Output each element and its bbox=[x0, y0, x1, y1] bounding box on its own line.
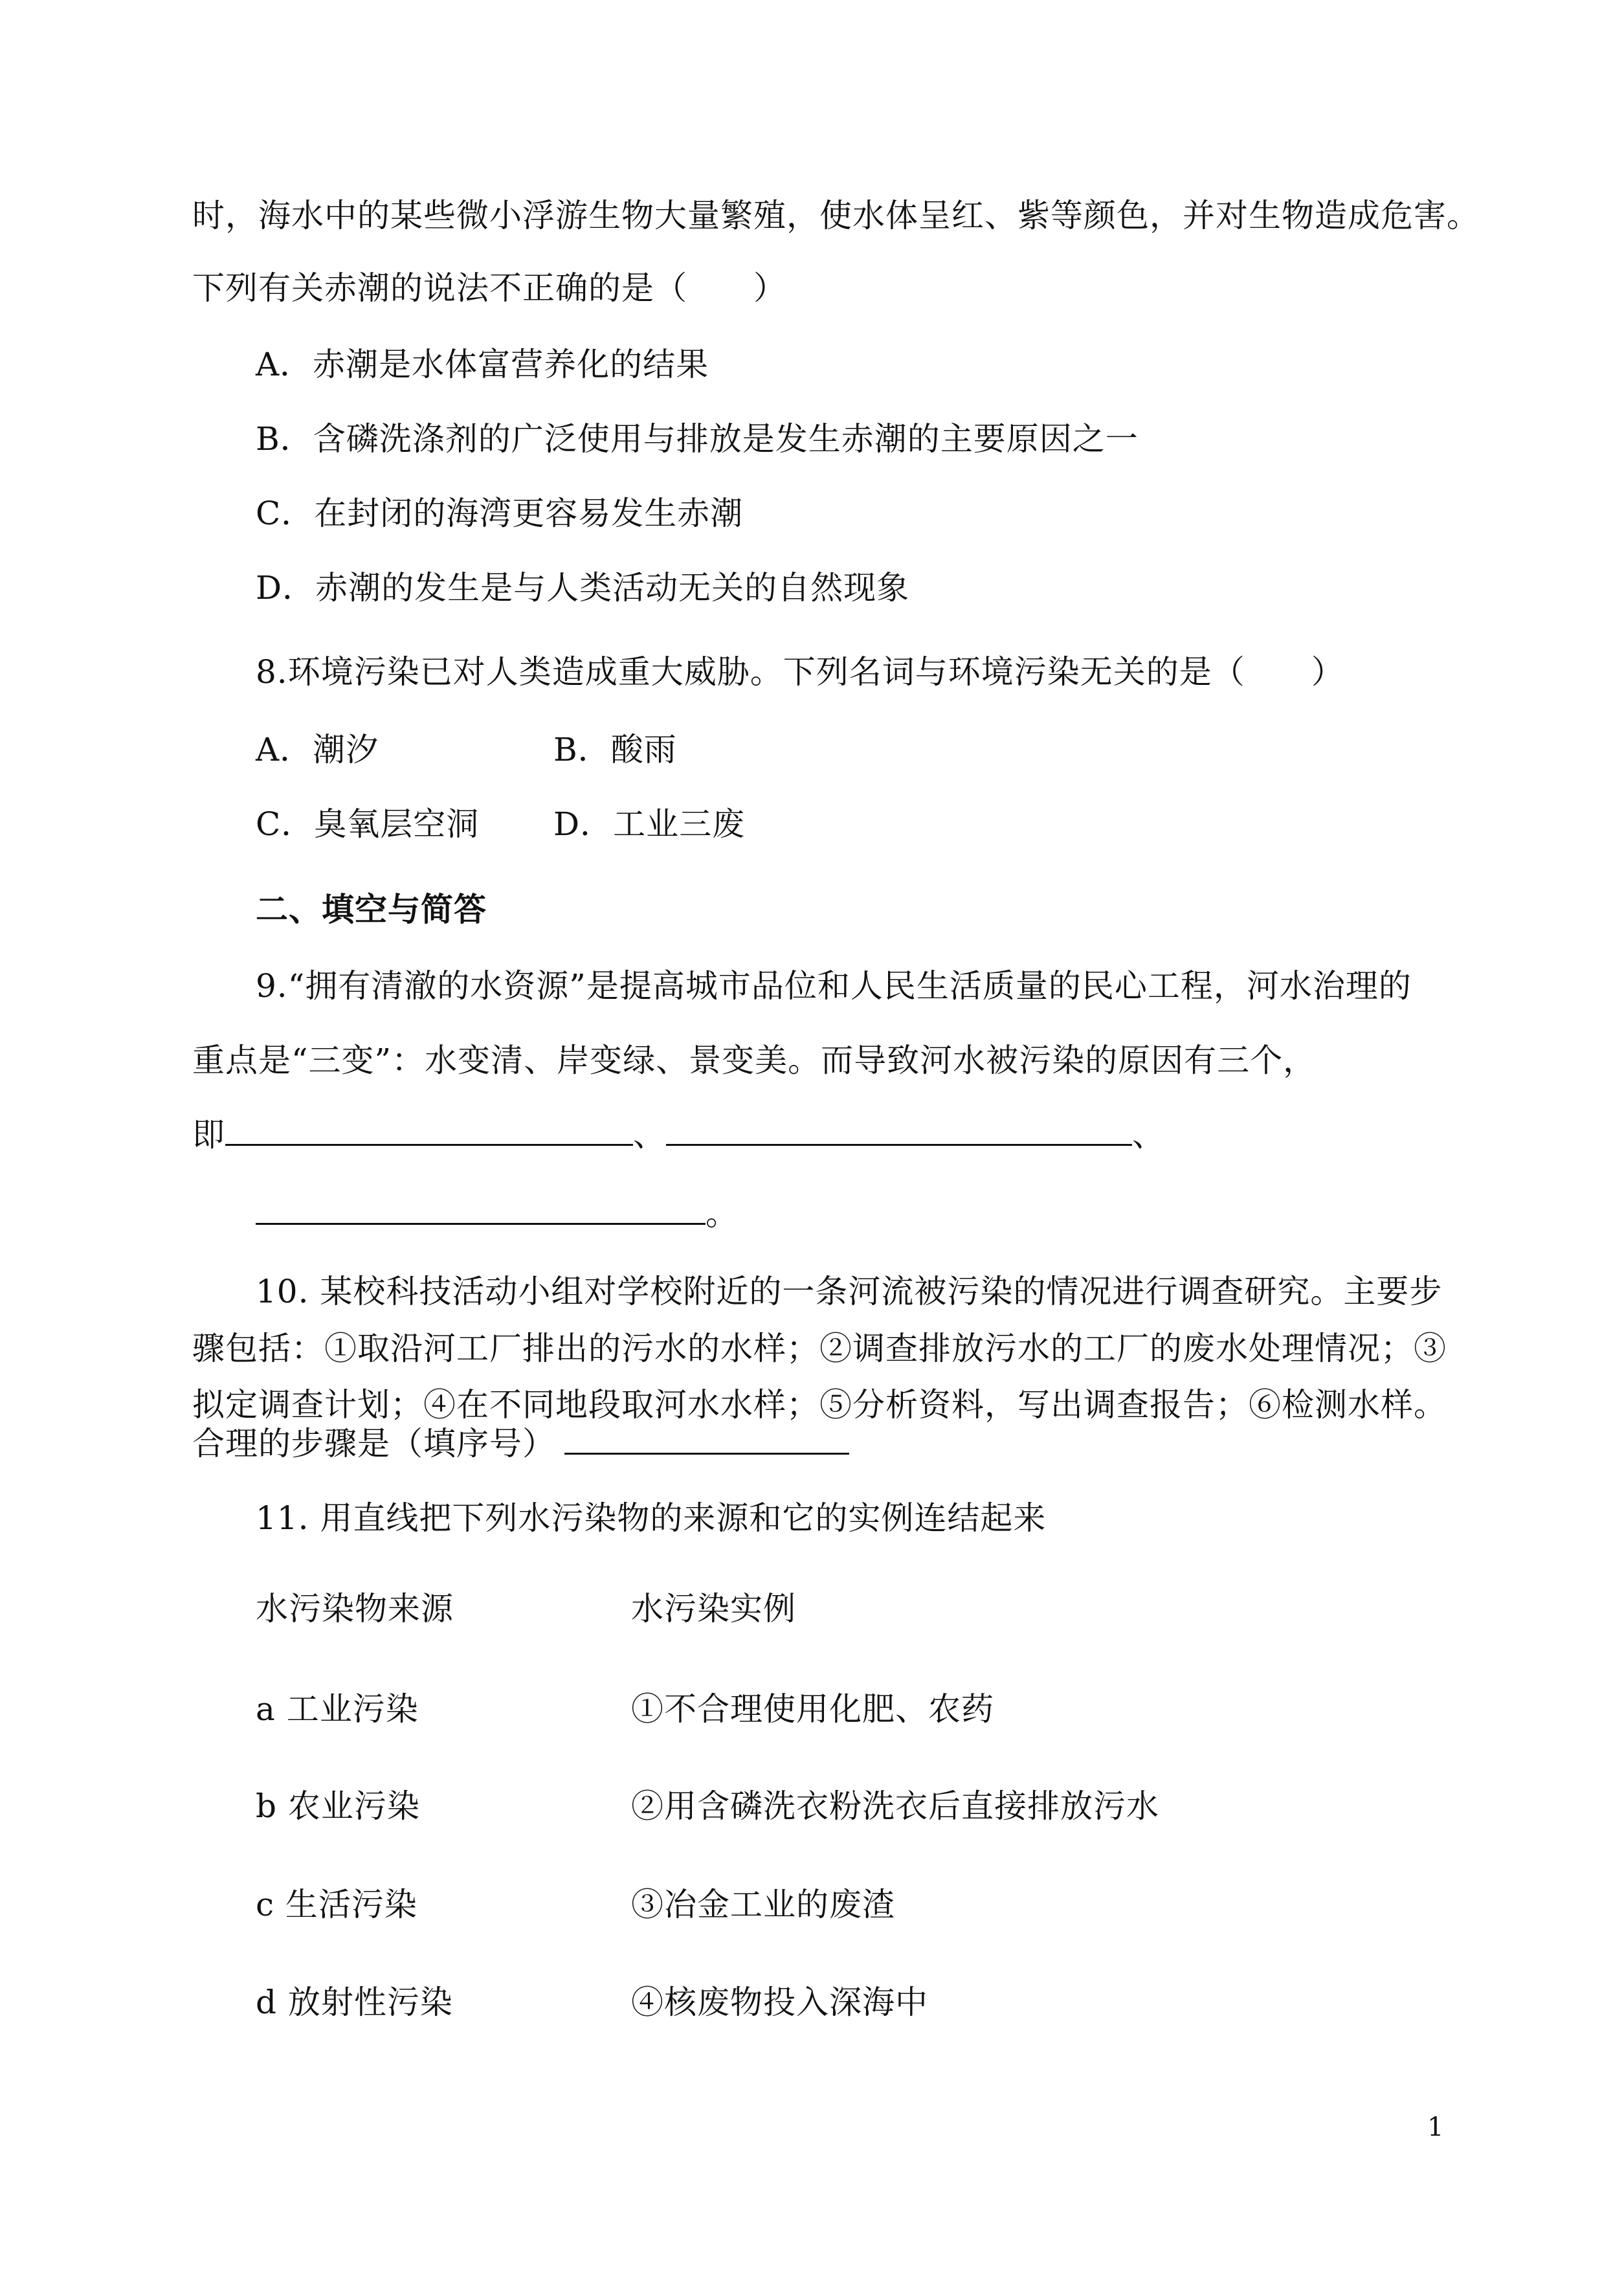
q11-left-header: 水污染物来源 bbox=[256, 1590, 454, 1627]
q10-line-1: 10. 某校科技活动小组对学校附近的一条河流被污染的情况进行调查研究。主要步 bbox=[256, 1273, 1443, 1310]
q9-prefix: 即 bbox=[192, 1116, 225, 1154]
q9-line-4 bbox=[256, 1194, 739, 1233]
q9-answer-blank-1[interactable] bbox=[225, 1115, 633, 1146]
q9-line-3 bbox=[192, 1115, 1165, 1154]
page-number: 1 bbox=[1427, 2112, 1444, 2142]
q7-option-b: B．含磷洗涤剂的广泛使用与排放是发生赤潮的主要原因之一 bbox=[256, 420, 1139, 458]
q8-option-a: A．潮汐 bbox=[256, 731, 379, 768]
q8-option-b: B．酸雨 bbox=[553, 731, 677, 768]
q11-source-b: b 农业污染 bbox=[256, 1787, 420, 1825]
q9-separator-2: 、 bbox=[1132, 1116, 1165, 1154]
q10-line-3: 拟定调查计划；④在不同地段取河水水样；⑤分析资料，写出调查报告；⑥检测水样。 bbox=[192, 1386, 1447, 1424]
q11-source-a: a 工业污染 bbox=[256, 1690, 419, 1728]
q10-prompt: 合理的步骤是（填序号） bbox=[192, 1425, 555, 1462]
q9-answer-blank-2[interactable] bbox=[666, 1115, 1132, 1146]
q7-option-c: C．在封闭的海湾更容易发生赤潮 bbox=[256, 495, 744, 532]
q9-answer-blank-3[interactable] bbox=[256, 1194, 706, 1225]
q9-line-2: 重点是“三变”：水变清、岸变绿、景变美。而导致河水被污染的原因有三个， bbox=[192, 1042, 1317, 1079]
q7-stem-line-2: 下列有关赤潮的说法不正确的是（ ） bbox=[192, 269, 786, 307]
q11-example-4: ④核废物投入深海中 bbox=[631, 1984, 928, 2021]
q8-stem: 8.环境污染已对人类造成重大威胁。下列名词与环境污染无关的是（ ） bbox=[256, 653, 1344, 691]
q11-example-3: ③冶金工业的废渣 bbox=[631, 1886, 895, 1923]
q11-example-2: ②用含磷洗衣粉洗衣后直接排放污水 bbox=[631, 1787, 1159, 1825]
q10-line-4 bbox=[192, 1424, 849, 1463]
q9-separator-1: 、 bbox=[633, 1116, 666, 1154]
q10-line-2: 骤包括：①取沿河工厂排出的污水的水样；②调查排放污水的工厂的废水处理情况；③ bbox=[192, 1330, 1447, 1367]
q7-option-a: A．赤潮是水体富营养化的结果 bbox=[256, 346, 709, 383]
q9-end-mark: 。 bbox=[706, 1195, 739, 1233]
q8-option-d: D．工业三废 bbox=[553, 805, 746, 843]
q11-example-1: ①不合理使用化肥、农药 bbox=[631, 1690, 994, 1728]
q11-right-header: 水污染实例 bbox=[631, 1590, 796, 1627]
q11-source-c: c 生活污染 bbox=[256, 1886, 417, 1923]
q11-stem: 11. 用直线把下列水污染物的来源和它的实例连结起来 bbox=[256, 1499, 1047, 1537]
q11-source-d: d 放射性污染 bbox=[256, 1984, 453, 2021]
q10-answer-blank[interactable] bbox=[564, 1424, 849, 1455]
q7-option-d: D．赤潮的发生是与人类活动无关的自然现象 bbox=[256, 569, 910, 607]
q7-stem-line-1: 时，海水中的某些微小浮游生物大量繁殖，使水体呈红、紫等颜色，并对生物造成危害。 bbox=[192, 197, 1480, 234]
q9-line-1: 9.“拥有清澈的水资源”是提高城市品位和人民生活质量的民心工程，河水治理的 bbox=[256, 967, 1412, 1005]
q8-option-c: C．臭氧层空洞 bbox=[256, 805, 480, 843]
section-heading: 二、填空与简答 bbox=[256, 890, 487, 928]
